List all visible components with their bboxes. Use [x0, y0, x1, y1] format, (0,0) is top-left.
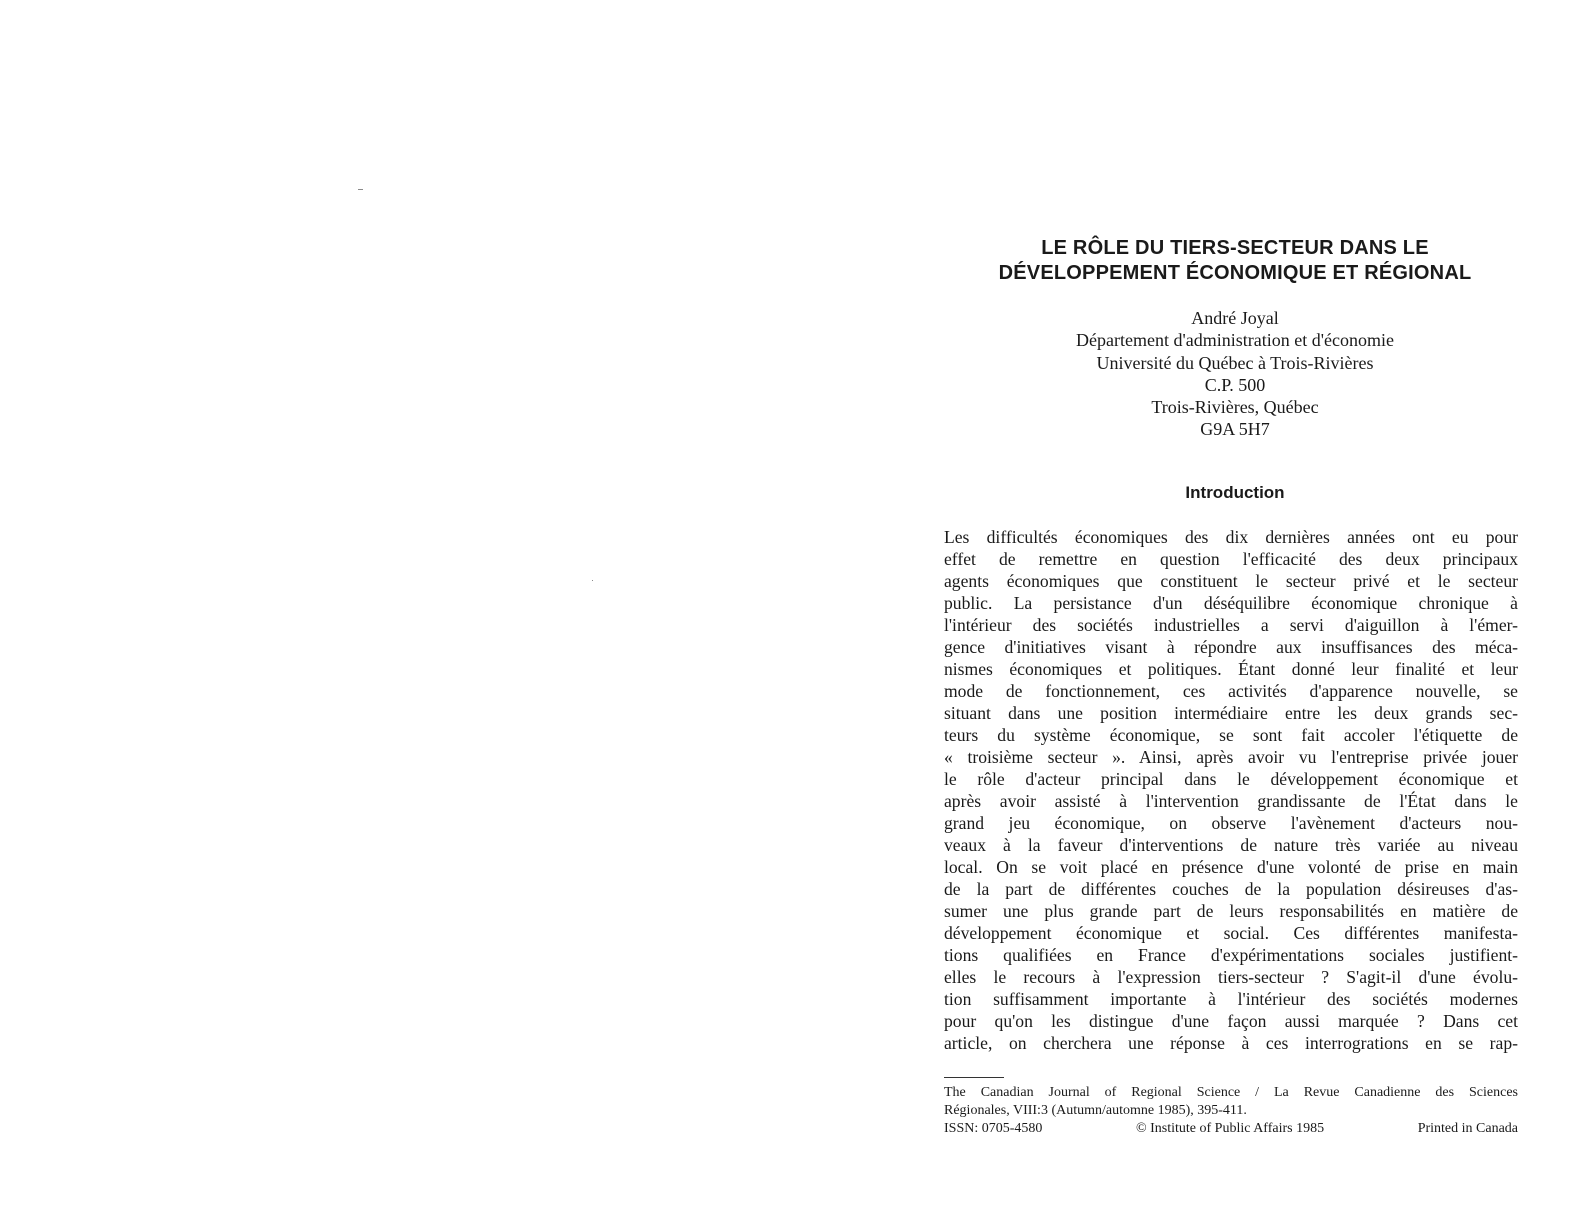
issn-text: ISSN: 0705-4580: [944, 1121, 1043, 1136]
affiliation-city: Trois-Rivières, Québec: [1151, 397, 1319, 418]
article-title: [948, 236, 1522, 286]
affiliation-university: Université du Québec à Trois-Rivières: [1096, 352, 1374, 373]
body-line: effet de remettre en question l'efficacité des deux principaux: [944, 549, 1518, 569]
journal-citation-line-2: Régionales, VIII:3 (Autumn/automne 1985), 395-411.: [944, 1103, 1247, 1118]
affiliation-po-box: C.P. 500: [1204, 374, 1266, 395]
body-line: public. La persistance d'un déséquilibre économique chronique à: [944, 593, 1518, 613]
body-line: « troisième secteur ». Ainsi, après avoir vu l'entreprise privée jouer: [944, 747, 1518, 767]
journal-footnote: [944, 1084, 1518, 1138]
section-heading-introduction: Introduction: [1185, 483, 1285, 502]
body-line: développement économique et social. Ces différentes manifesta-: [944, 923, 1518, 943]
scan-speck: [358, 189, 363, 190]
journal-citation-line-1: The Canadian Journal of Regional Science / La Revue Canadienne des Sciences: [944, 1085, 1518, 1100]
body-line: teurs du système économique, se sont fait accoler l'étiquette de: [944, 725, 1518, 745]
article-first-page: [944, 0, 1522, 1224]
body-line: local. On se voit placé en présence d'une volonté de prise en main: [944, 857, 1518, 877]
body-line: Les difficultés économiques des dix dernières années ont eu pour: [944, 527, 1518, 547]
title-line-2: DÉVELOPPEMENT ÉCONOMIQUE ET RÉGIONAL: [998, 262, 1472, 284]
scan-speck: [592, 580, 593, 581]
body-line: situant dans une position intermédiaire entre les deux grands sec-: [944, 703, 1518, 723]
body-line: elles le recours à l'expression tiers-secteur ? S'agit-il d'une évolu-: [944, 967, 1518, 987]
body-line: l'intérieur des sociétés industrielles a servi d'aiguillon à l'émer-: [944, 615, 1518, 635]
body-line: sumer une plus grande part de leurs responsabilités en matière de: [944, 901, 1518, 921]
body-line: mode de fonctionnement, ces activités d'apparence nouvelle, se: [944, 681, 1518, 701]
body-line: grand jeu économique, on observe l'avènement d'acteurs nou-: [944, 813, 1518, 833]
body-line: nismes économiques et politiques. Étant donné leur finalité et leur: [944, 659, 1518, 679]
body-line: après avoir assisté à l'intervention grandissante de l'État dans le: [944, 791, 1518, 811]
printed-in-text: Printed in Canada: [1417, 1121, 1518, 1136]
body-line: agents économiques que constituent le secteur privé et le secteur: [944, 571, 1518, 591]
footnote-divider: [944, 1077, 1004, 1078]
body-line: article, on cherchera une réponse à ces interrogrations en se rap-: [944, 1033, 1518, 1053]
author-name: André Joyal: [1191, 308, 1279, 328]
body-line: pour qu'on les distingue d'une façon aussi marquée ? Dans cet: [944, 1011, 1518, 1031]
affiliation-department: Département d'administration et d'économie: [1076, 330, 1394, 351]
title-line-1: LE RÔLE DU TIERS-SECTEUR DANS LE: [1041, 237, 1429, 259]
body-line: veaux à la faveur d'interventions de nature très variée au niveau: [944, 835, 1518, 855]
body-line: gence d'initiatives visant à répondre aux insuffisances des méca-: [944, 637, 1518, 657]
body-line: le rôle d'acteur principal dans le développement économique et: [944, 769, 1518, 789]
body-line: de la part de différentes couches de la population désireuses d'as-: [944, 879, 1518, 899]
body-line: tion suffisamment importante à l'intérieur des sociétés modernes: [944, 989, 1518, 1009]
author-block: [948, 307, 1522, 441]
copyright-text: © Institute of Public Affairs 1985: [1136, 1121, 1325, 1136]
introduction-paragraph: [944, 526, 1518, 1054]
affiliation-postal-code: G9A 5H7: [1200, 419, 1270, 440]
footnote-imprint-row: [944, 1120, 1518, 1138]
body-line: tions qualifiées en France d'expérimentations sociales justifient-: [944, 945, 1518, 965]
